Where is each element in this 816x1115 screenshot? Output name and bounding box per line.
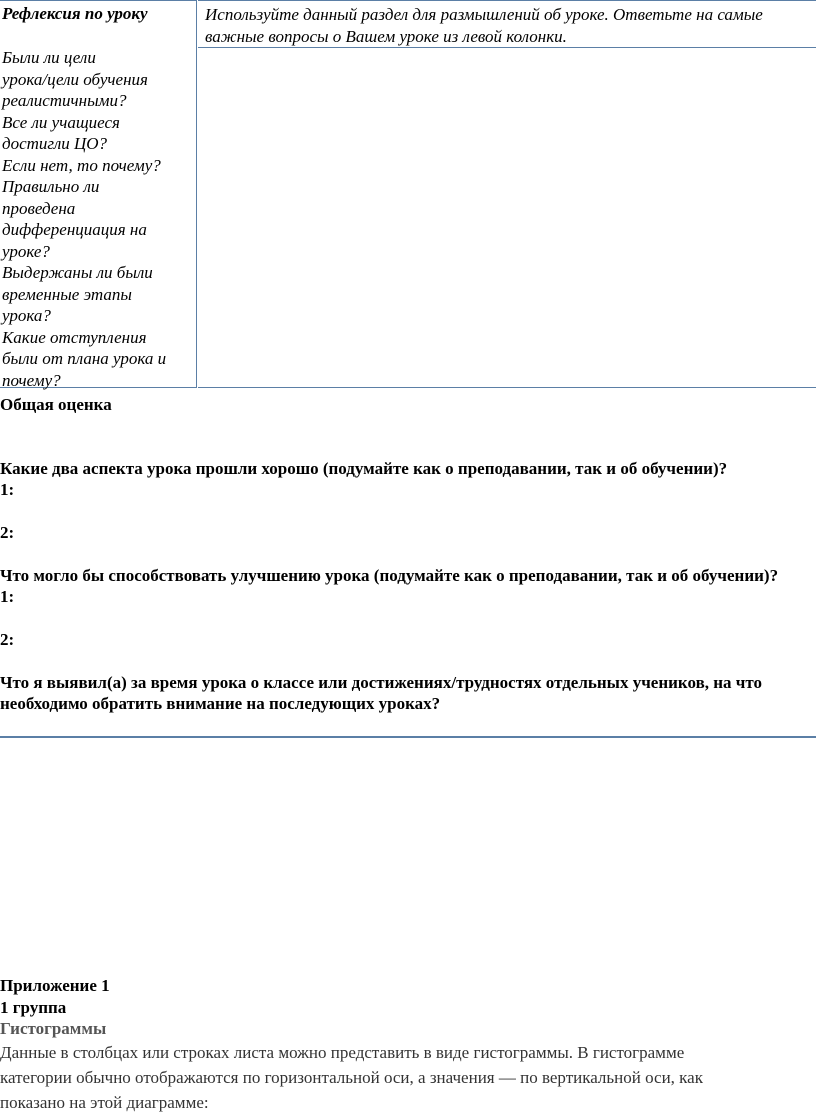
appendix-title: Приложение 1 [0, 976, 110, 995]
question-line: почему? [2, 370, 61, 390]
paragraph-line-3: показано на этой диаграмме: [0, 1092, 209, 1112]
question-good-aspects: Какие два аспекта урока прошли хорошо (подумайте как о преподавании, так и об обучении)? [0, 459, 728, 478]
reflection-left-cell [0, 0, 197, 388]
question-line: Были ли цели [2, 48, 96, 67]
question-line: Все ли учащиеся [2, 112, 120, 132]
question-line: Правильно ли [2, 177, 100, 196]
question-line: проведена [2, 198, 76, 218]
question-line: уроке? [2, 241, 50, 261]
question-improvements: Что могло бы способствовать улучшению урока (подумайте как о преподавании, так и об обучении)? [0, 566, 779, 585]
answer-label-1: 1: [0, 587, 15, 606]
reflection-table [0, 0, 816, 390]
paragraph [0, 1040, 800, 1115]
reflection-instructions [205, 4, 816, 47]
question-findings-line-2: необходимо обратить внимание на последующих уроках? [0, 694, 441, 713]
answer-label-2: 2: [0, 523, 15, 542]
reflection-title: Рефлексия по уроку [2, 4, 148, 23]
section-subtitle: Гистограммы [0, 1019, 107, 1038]
reflection-questions [2, 47, 194, 391]
table-bottom-border [0, 736, 816, 738]
reflection-answer-cell[interactable] [198, 48, 816, 388]
instructions-line-1: Используйте данный раздел для размышлений об уроке. Ответьте на самые [205, 5, 763, 24]
question-line: Какие отступления [2, 327, 147, 347]
general-heading: Общая оценка [0, 395, 112, 414]
question-line: урока? [2, 306, 51, 325]
paragraph-line-1: Данные в столбцах или строках листа можно представить в виде гистограммы. В гистограмме [0, 1042, 685, 1062]
appendix-section [0, 975, 816, 1115]
question-line: достигли ЦО? [2, 134, 108, 153]
answer-label-1: 1: [0, 480, 15, 499]
question-line: были от плана урока и [2, 349, 167, 368]
question-line: дифференциация на [2, 220, 147, 239]
instructions-line-2: важные вопросы о Вашем уроке из левой колонки. [205, 26, 567, 46]
question-line: урока/цели обучения [2, 69, 148, 89]
question-line: реалистичными? [2, 91, 127, 110]
answer-label-2: 2: [0, 630, 15, 649]
reflection-instructions-cell [198, 0, 816, 48]
group-title: 1 группа [0, 997, 67, 1017]
paragraph-line-2: категории обычно отображаются по горизонтальной оси, а значения — по вертикальной оси, как [0, 1067, 703, 1087]
question-line: Если нет, то почему? [2, 155, 161, 175]
question-line: временные этапы [2, 284, 132, 304]
question-line: Выдержаны ли были [2, 263, 153, 282]
question-findings-line-1: Что я выявил(а) за время урока о классе или достижениях/трудностях отдельных учеников, на что [0, 673, 763, 692]
